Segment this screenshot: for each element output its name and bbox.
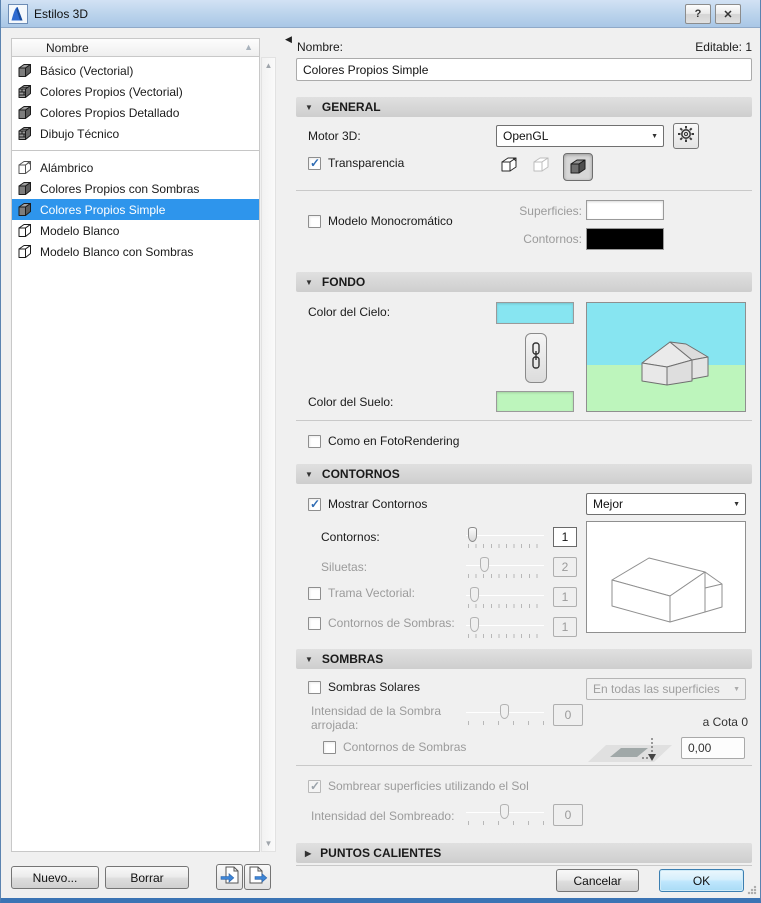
transparencia-label: Transparencia (328, 156, 405, 170)
sombrear-sol-label: Sombrear superficies utilizando el Sol (328, 779, 529, 793)
slider-ticks (468, 634, 544, 638)
cube-brick-icon (16, 126, 33, 141)
style-name-input[interactable] (296, 58, 752, 81)
contornos-color-swatch[interactable] (586, 228, 664, 250)
mostrar-contornos-checkbox-row[interactable] (308, 497, 427, 511)
contornos-sombras-slider-label: Contornos de Sombras: (328, 616, 455, 630)
sombras-solares-checkbox[interactable] (308, 681, 321, 694)
section-fondo-title: FONDO (321, 275, 366, 289)
cube-brick-icon (16, 84, 33, 99)
cube-white-icon (16, 223, 33, 238)
cube-solid-icon (16, 63, 33, 78)
cielo-color-swatch[interactable] (496, 302, 574, 324)
siluetas-slider-label: Siluetas: (321, 560, 368, 574)
mostrar-contornos-checkbox[interactable] (308, 498, 321, 511)
list-item[interactable] (12, 81, 259, 102)
fotorendering-label: Como en FotoRendering (328, 434, 460, 448)
name-label: Nombre: (297, 40, 344, 54)
contornos-sombras-checkbox-row[interactable] (308, 616, 455, 630)
slider-thumb[interactable] (468, 527, 477, 542)
list-item-selected[interactable] (12, 199, 259, 220)
cube-solid-icon (16, 181, 33, 196)
contour-quality-select[interactable] (586, 493, 746, 515)
sort-asc-icon[interactable]: ▲ (244, 42, 253, 52)
list-item-label: Básico (Vectorial) (40, 63, 134, 78)
slider-ticks (468, 721, 544, 725)
dropdown-arrow-icon: ▼ (733, 686, 740, 693)
cube-wire-icon (16, 160, 33, 175)
siluetas-slider (466, 555, 544, 579)
cota-value-field[interactable]: 0,00 (681, 737, 745, 759)
settings-panel (296, 28, 752, 898)
contornos-value[interactable]: 1 (553, 527, 577, 547)
chain-link-icon (529, 340, 543, 377)
superficies-label: Superficies: (519, 204, 582, 218)
contornos-color-label: Contornos: (523, 232, 582, 246)
motor-3d-value: OpenGL (503, 129, 549, 143)
shadow-surface-select (586, 678, 746, 700)
contornos-slider[interactable] (466, 525, 544, 549)
preview-wireframe-house-image (587, 522, 746, 633)
chevron-down-icon: ▼ (305, 277, 313, 287)
gear-icon (676, 124, 696, 149)
close-icon: ✕ (723, 8, 733, 21)
cube-solid-icon (16, 105, 33, 120)
monocromatico-label: Modelo Monocromático (328, 214, 453, 228)
slider-ticks (468, 604, 544, 608)
list-item[interactable] (12, 178, 259, 199)
ok-button[interactable]: OK (659, 869, 744, 892)
cancel-button[interactable]: Cancelar (556, 869, 639, 892)
contornos-preview (586, 521, 746, 633)
preview-house-image (587, 303, 746, 412)
list-item[interactable] (12, 241, 259, 262)
new-button[interactable]: Nuevo... (11, 866, 99, 889)
intensidad-sombreado-value: 0 (553, 804, 583, 826)
section-fondo[interactable] (296, 272, 752, 292)
monocromatico-checkbox-row[interactable] (308, 214, 453, 228)
list-item-label: Colores Propios (Vectorial) (40, 84, 183, 99)
section-general[interactable] (296, 97, 752, 117)
sombrear-sol-checkbox-row (308, 779, 529, 793)
link-colors-button[interactable] (525, 333, 547, 383)
import-style-button[interactable] (216, 864, 243, 890)
list-item[interactable] (12, 220, 259, 241)
section-sombras-title: SOMBRAS (321, 652, 384, 666)
window-title: Estilos 3D (34, 7, 89, 21)
sombras-solares-label: Sombras Solares (328, 680, 421, 694)
suelo-color-swatch[interactable] (496, 391, 574, 412)
siluetas-value: 2 (553, 557, 577, 577)
intensidad-sombreado-slider (466, 802, 544, 826)
fotorendering-checkbox[interactable] (308, 435, 321, 448)
section-puntos-calientes[interactable] (296, 843, 752, 863)
separator (296, 190, 752, 191)
list-group-separator (12, 150, 259, 151)
intensidad-sombreado-label: Intensidad del Sombreado: (311, 809, 455, 823)
slider-thumb (500, 804, 509, 819)
transparency-solid-cube-button[interactable] (563, 153, 593, 181)
transparencia-checkbox-row[interactable] (308, 156, 404, 170)
chevron-down-icon: ▼ (305, 654, 313, 664)
chevron-right-icon: ▶ (305, 848, 312, 858)
cube-solid-icon (16, 202, 33, 217)
fotorendering-checkbox-row[interactable] (308, 434, 459, 448)
slider-thumb (470, 587, 479, 602)
slider-thumb (500, 704, 509, 719)
slider-ticks (468, 574, 544, 578)
contornos-sombras-slider (466, 615, 544, 639)
section-contornos[interactable] (296, 464, 752, 484)
chevron-down-icon: ▼ (305, 102, 313, 112)
trama-vectorial-label: Trama Vectorial: (328, 586, 415, 600)
transparency-mode-group (499, 153, 593, 181)
list-item-label: Dibujo Técnico (40, 126, 120, 141)
app-icon (8, 4, 28, 24)
sombras-contornos-checkbox[interactable] (323, 741, 336, 754)
section-puntos-calientes-title: PUNTOS CALIENTES (320, 846, 442, 860)
close-button[interactable] (715, 4, 741, 24)
section-contornos-title: CONTORNOS (321, 467, 400, 481)
contour-quality-value: Mejor (593, 497, 624, 511)
suelo-label: Color del Suelo: (308, 395, 394, 409)
cube-white-icon (16, 244, 33, 259)
slider-thumb (480, 557, 489, 572)
intensidad-arrojada-slider (466, 702, 544, 726)
import-icon (219, 865, 241, 890)
list-item-label: Alámbrico (40, 160, 94, 175)
list-item-label: Colores Propios Detallado (40, 105, 180, 120)
trama-vectorial-slider (466, 585, 544, 609)
styles-list (11, 57, 260, 852)
transparencia-checkbox[interactable] (308, 157, 321, 170)
dropdown-arrow-icon: ▼ (651, 133, 658, 140)
chevron-down-icon: ▼ (305, 469, 313, 479)
section-sombras[interactable] (296, 649, 752, 669)
list-item[interactable] (12, 60, 259, 81)
dropdown-arrow-icon: ▼ (733, 501, 740, 508)
transparency-wire-cube-icon[interactable] (499, 156, 519, 179)
sombras-solares-checkbox-row[interactable] (308, 680, 420, 694)
superficies-color-swatch[interactable] (586, 200, 664, 220)
cielo-label: Color del Cielo: (308, 305, 391, 319)
sombras-contornos-label: Contornos de Sombras (343, 740, 467, 754)
contornos-slider-label: Contornos: (321, 530, 380, 544)
cota-label: a Cota 0 (702, 715, 748, 729)
sombrear-sol-checkbox (308, 780, 321, 793)
delete-button[interactable]: Borrar (105, 866, 189, 889)
trama-vectorial-checkbox[interactable] (308, 587, 321, 600)
slider-ticks (468, 544, 544, 548)
list-item-label: Colores Propios Simple (40, 202, 166, 217)
motor-3d-select[interactable] (496, 125, 664, 147)
list-item[interactable] (12, 157, 259, 178)
intensidad-arrojada-label: Intensidad de la Sombra arrojada: (311, 704, 442, 732)
trama-vectorial-value: 1 (553, 587, 577, 607)
section-general-title: GENERAL (321, 100, 381, 114)
export-style-button[interactable] (244, 864, 271, 890)
slider-track (466, 565, 544, 566)
scroll-down-icon[interactable]: ▼ (264, 839, 273, 848)
transparency-ghost-cube-icon[interactable] (531, 156, 551, 179)
separator (296, 865, 752, 866)
editable-count: Editable: 1 (695, 40, 752, 54)
shadow-surface-value: En todas las superficies (593, 682, 720, 696)
title-bar[interactable] (1, 0, 760, 28)
list-item[interactable] (12, 123, 259, 144)
shadow-plane-icon (586, 738, 674, 771)
intensidad-arrojada-value: 0 (553, 704, 583, 726)
collapse-panel-icon[interactable]: ◀ (285, 34, 292, 44)
list-item[interactable] (12, 102, 259, 123)
trama-vectorial-checkbox-row[interactable] (308, 586, 415, 600)
export-icon (247, 865, 269, 890)
list-item-label: Colores Propios con Sombras (40, 181, 200, 196)
resize-grip[interactable] (747, 885, 757, 895)
sombras-contornos-checkbox-row[interactable] (323, 740, 466, 754)
list-item-label: Modelo Blanco (40, 223, 120, 238)
list-header-label: Nombre (46, 40, 89, 55)
list-scrollbar[interactable] (261, 57, 276, 852)
contornos-sombras-value: 1 (553, 617, 577, 637)
list-item-label: Modelo Blanco con Sombras (40, 244, 194, 259)
scroll-up-icon[interactable]: ▲ (264, 61, 273, 70)
contornos-sombras-checkbox[interactable] (308, 617, 321, 630)
motor-3d-label: Motor 3D: (308, 129, 361, 143)
separator (296, 765, 752, 766)
dialog-content (1, 28, 760, 898)
help-icon: ? (694, 8, 702, 20)
separator (296, 420, 752, 421)
slider-ticks (468, 821, 544, 825)
monocromatico-checkbox[interactable] (308, 215, 321, 228)
list-header-nombre[interactable] (11, 38, 260, 57)
slider-thumb (470, 617, 479, 632)
mostrar-contornos-label: Mostrar Contornos (328, 497, 428, 511)
fondo-preview (586, 302, 746, 412)
help-button[interactable] (685, 4, 711, 24)
engine-settings-button[interactable] (673, 123, 699, 149)
slider-track (466, 535, 544, 536)
